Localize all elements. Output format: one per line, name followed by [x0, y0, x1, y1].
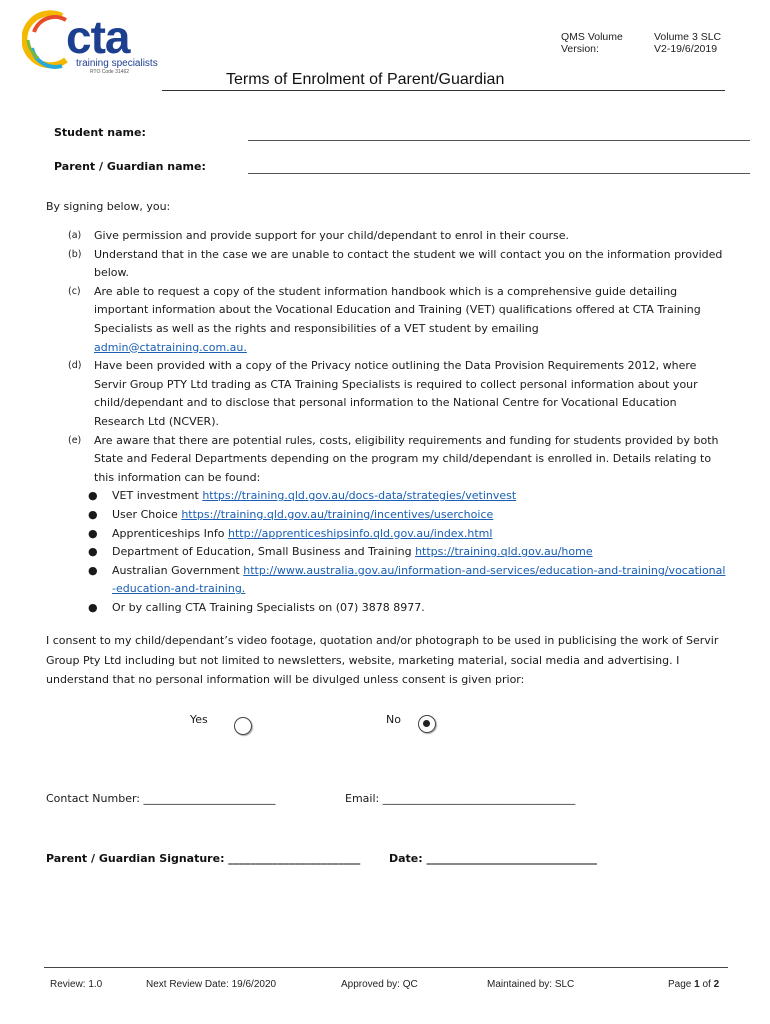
- resource-label: User Choice: [112, 507, 182, 521]
- resource-item: [66, 487, 726, 506]
- date-field[interactable]: Date: _______________________________: [389, 852, 598, 865]
- resource-item: [66, 543, 726, 562]
- resource-item: [66, 599, 726, 618]
- guardian-name-field[interactable]: [248, 173, 750, 174]
- item-text: Have been provided with a copy of the Privacy notice outlining the Data Provision Requirements 2012, where Servir Group PTY Ltd trading as CTA Training Specialists is required to collect personal information about your child/dependant and to disclose that personal information to the National Centre for Vocational Education Research Ltd (NCVER).: [94, 359, 698, 428]
- version-value: V2-19/6/2019: [654, 43, 718, 55]
- terms-list: [66, 227, 726, 617]
- radio-selected-dot: [423, 720, 430, 727]
- student-name-field[interactable]: [248, 140, 750, 141]
- item-marker: (e): [68, 434, 82, 446]
- list-item: [66, 227, 726, 246]
- bullet-icon: ●: [88, 507, 98, 521]
- resource-item: [66, 525, 726, 544]
- page-current: 1: [694, 979, 700, 990]
- resource-link[interactable]: http://www.australia.gov.au/information-and-services/education-and-training/vocational-education-and-training.: [112, 563, 726, 596]
- resource-label: VET investment: [112, 489, 203, 503]
- bullet-icon: ●: [88, 545, 98, 559]
- qms-label: QMS Volume: [561, 31, 623, 43]
- list-item: [66, 432, 726, 618]
- yes-radio[interactable]: [234, 717, 252, 735]
- bullet-icon: ●: [88, 526, 98, 540]
- page-prefix: Page: [668, 979, 695, 990]
- resource-item: [66, 562, 726, 599]
- item-text: Understand that in the case we are unable to contact the student we will contact you on the information provided below.: [94, 247, 723, 280]
- resource-link[interactable]: http://apprenticeshipsinfo.qld.gov.au/index.html: [227, 526, 493, 540]
- qms-value: Volume 3 SLC: [654, 31, 722, 43]
- item-text: Are aware that there are potential rules, costs, eligibility requirements and funding for students provided by both State and Federal Departments depending on the program my child/dependant is enrolled in. Details relating to this information can be found:: [94, 433, 719, 484]
- bullet-icon: ●: [88, 600, 98, 614]
- yes-label: Yes: [190, 713, 208, 726]
- intro-text: By signing below, you:: [46, 200, 171, 213]
- no-label: No: [386, 713, 401, 726]
- footer-maintained: Maintained by: SLC: [487, 979, 575, 990]
- no-radio[interactable]: [418, 715, 436, 733]
- guardian-name-label: Parent / Guardian name:: [54, 160, 206, 173]
- email-field[interactable]: Email: ___________________________________: [345, 792, 576, 805]
- resource-link[interactable]: https://training.qld.gov.au/training/incentives/userchoice: [181, 507, 494, 521]
- logo-word: cta: [66, 11, 130, 63]
- logo-rto-code: RTO Code 31462: [90, 69, 130, 75]
- item-marker: (d): [68, 360, 82, 372]
- page-of: of: [699, 979, 714, 990]
- page-total: 2: [713, 979, 720, 990]
- logo-subtitle: training specialists: [76, 58, 158, 69]
- student-name-label: Student name:: [54, 126, 146, 139]
- resource-label: Australian Government: [112, 563, 244, 577]
- cta-logo: [22, 10, 162, 78]
- footer-approved: Approved by: QC: [341, 979, 418, 990]
- item-marker: (c): [68, 285, 81, 297]
- document-title: Terms of Enrolment of Parent/Guardian: [226, 71, 505, 88]
- resource-list: [66, 487, 726, 617]
- footer-divider: [44, 967, 728, 968]
- contact-number-field[interactable]: Contact Number: ________________________: [46, 792, 276, 805]
- item-text: Give permission and provide support for your child/dependant to enrol in their course.: [94, 229, 570, 242]
- list-item: [66, 246, 726, 283]
- list-item: [66, 357, 726, 431]
- item-text: Are able to request a copy of the student information handbook which is a comprehensive guide detailing important information about the Vocational Education and Training (VET) qualifications offered at CTA Training Specialists as well as the rights and responsibilities of a VET student by emailing: [94, 284, 701, 335]
- consent-text: I consent to my child/dependant’s video footage, quotation and/or photograph to be used in publicising the work of Servir Group Pty Ltd including but not limited to newsletters, website, marketing material, social media and advertising. I understand that no personal information will be divulged unless consent is given prior:: [46, 634, 719, 686]
- footer-page-number: [668, 979, 719, 990]
- resource-link[interactable]: https://training.qld.gov.au/docs-data/strategies/vetinvest: [202, 489, 517, 503]
- item-marker: (a): [68, 230, 82, 241]
- item-marker: (b): [68, 248, 82, 260]
- bullet-icon: ●: [88, 489, 98, 503]
- signature-field[interactable]: Parent / Guardian Signature: ________________________: [46, 852, 361, 865]
- admin-email-link[interactable]: admin@ctatraining.com.au.: [94, 340, 247, 354]
- title-divider: [162, 90, 725, 91]
- version-label: Version:: [561, 43, 599, 55]
- resource-link[interactable]: https://training.qld.gov.au/home: [415, 545, 593, 559]
- footer-review: Review: 1.0: [50, 979, 103, 990]
- resource-label: Apprenticeships Info: [112, 526, 228, 540]
- resource-label: Or by calling CTA Training Specialists on (07) 3878 8977.: [112, 600, 425, 614]
- resource-label: Department of Education, Small Business and Training: [112, 545, 416, 559]
- bullet-icon: ●: [88, 563, 98, 577]
- resource-item: [66, 506, 726, 525]
- list-item: [66, 283, 726, 357]
- footer-next-review: Next Review Date: 19/6/2020: [146, 979, 277, 990]
